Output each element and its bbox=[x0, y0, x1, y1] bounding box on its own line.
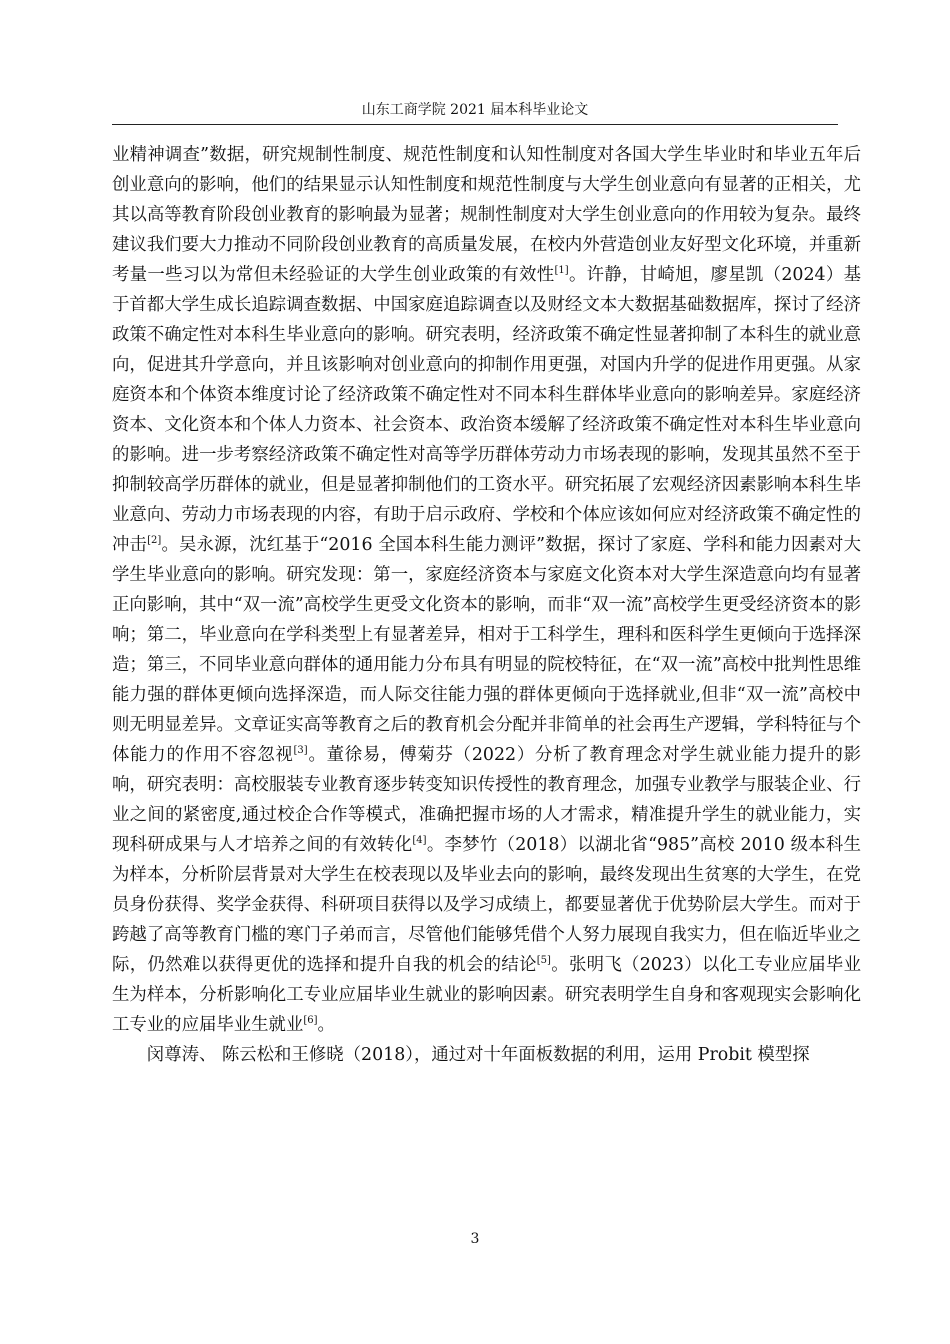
paragraph bbox=[112, 1040, 861, 1070]
paragraph-text: 。吴永源，沈红基于“2016 全国本科生能力测评”数据，探讨了家庭、学科和能力因素对大学生毕业意向的影响。研究发现：第一，家庭经济资本与家庭文化资本对大学生深造意向均有显著正向影响，其中“双一流”高校学生更受文化资本的影响，而非“双一流”高校学生更受经济资本的影响；第二，毕业意向在学科类型上有显著差异，相对于工科学生，理科和医科学生更倾向于选择深造；第三，不同毕业意向群体的通用能力分布具有明显的院校特征，在“双一流”高校中批判性思维能力强的群体更倾向选择深造，而人际交往能力强的群体更倾向于选择就业,但非“双一流”高校中则无明显差异。文章证实高等教育之后的教育机会分配并非简单的社会再生产逻辑，学科特征与个体能力的作用不容忽视 bbox=[112, 535, 861, 765]
header-rule bbox=[112, 124, 838, 125]
page-number: 3 bbox=[470, 1231, 480, 1247]
paragraph-text: 。张明飞（2023）以化工专业应届毕业生为样本，分析影响化工专业应届毕业生就业的影响因素。研究表明学生自身和客观现实会影响化工专业的应届毕业生就业 bbox=[112, 955, 861, 1035]
paragraph bbox=[112, 140, 861, 1040]
paragraph-text: 。李梦竹（2018）以湖北省“985”高校 2010 级本科生为样本，分析阶层背景对大学生在校表现以及毕业去向的影响，最终发现出生贫寒的大学生，在党员身份获得、奖学金获得、科研项目获得以及学习成绩上，都要显著优于优势阶层大学生。而对于跨越了高等教育门槛的寒门子弟而言，尽管他们能够凭借个人努力展现自我实力，但在临近毕业之际，仍然难以获得更优的选择和提升自我的机会的结论 bbox=[112, 835, 861, 975]
paragraph-text: 业精神调查”数据，研究规制性制度、规范性制度和认知性制度对各国大学生毕业时和毕业五年后创业意向的影响，他们的结果显示认知性制度和规范性制度与大学生创业意向有显著的正相关，尤其以高等教育阶段创业教育的影响最为显著；规制性制度对大学生创业意向的作用较为复杂。最终建议我们要大力推动不同阶段创业教育的高质量发展，在校内外营造创业友好型文化环境，并重新考量一些习以为常但未经验证的大学生创业政策的有效性 bbox=[112, 145, 861, 285]
citation-reference: [3] bbox=[293, 745, 308, 757]
body-text bbox=[112, 140, 861, 1070]
paragraph-text: 。 bbox=[317, 1015, 335, 1035]
paragraph-text: 。许静，甘崎旭，廖星凯（2024）基于首都大学生成长追踪调查数据、中国家庭追踪调查以及财经文本大数据基础数据库，探讨了经济政策不确定性对本科生毕业意向的影响。研究表明，经济政策不确定性显著抑制了本科生的就业意向，促进其升学意向，并且该影响对创业意向的抑制作用更强，对国内升学的促进作用更强。从家庭资本和个体资本维度讨论了经济政策不确定性对不同本科生群体毕业意向的影响差异。家庭经济资本、文化资本和个体人力资本、社会资本、政治资本缓解了经济政策不确定性对本科生毕业意向的影响。进一步考察经济政策不确定性对高等学历群体劳动力市场表现的影响，发现其虽然不至于抑制较高学历群体的就业，但是显著抑制他们的工资水平。研究拓展了宏观经济因素影响本科生毕业意向、劳动力市场表现的内容，有助于启示政府、学校和个体应该如何应对经济政策不确定性的冲击 bbox=[112, 265, 861, 555]
paragraph-text: 闵尊涛、 陈云松和王修晓（2018），通过对十年面板数据的利用，运用 Probit 模型探 bbox=[146, 1045, 810, 1065]
running-header: 山东工商学院 2021 届本科毕业论文 bbox=[361, 102, 589, 118]
citation-reference: [5] bbox=[536, 955, 551, 967]
citation-reference: [2] bbox=[147, 535, 162, 547]
citation-reference: [6] bbox=[303, 1015, 318, 1027]
citation-reference: [4] bbox=[412, 835, 427, 847]
citation-reference: [1] bbox=[554, 265, 569, 277]
paragraph-text: 。董徐易，傅菊芬（2022）分析了教育理念对学生就业能力提升的影响，研究表明：高校服装专业教育逐步转变知识传授性的教育理念，加强专业教学与服装企业、行业之间的紧密度,通过校企合作等模式，准确把握市场的人才需求，精准提升学生的就业能力，实现科研成果与人才培养之间的有效转化 bbox=[112, 745, 861, 855]
